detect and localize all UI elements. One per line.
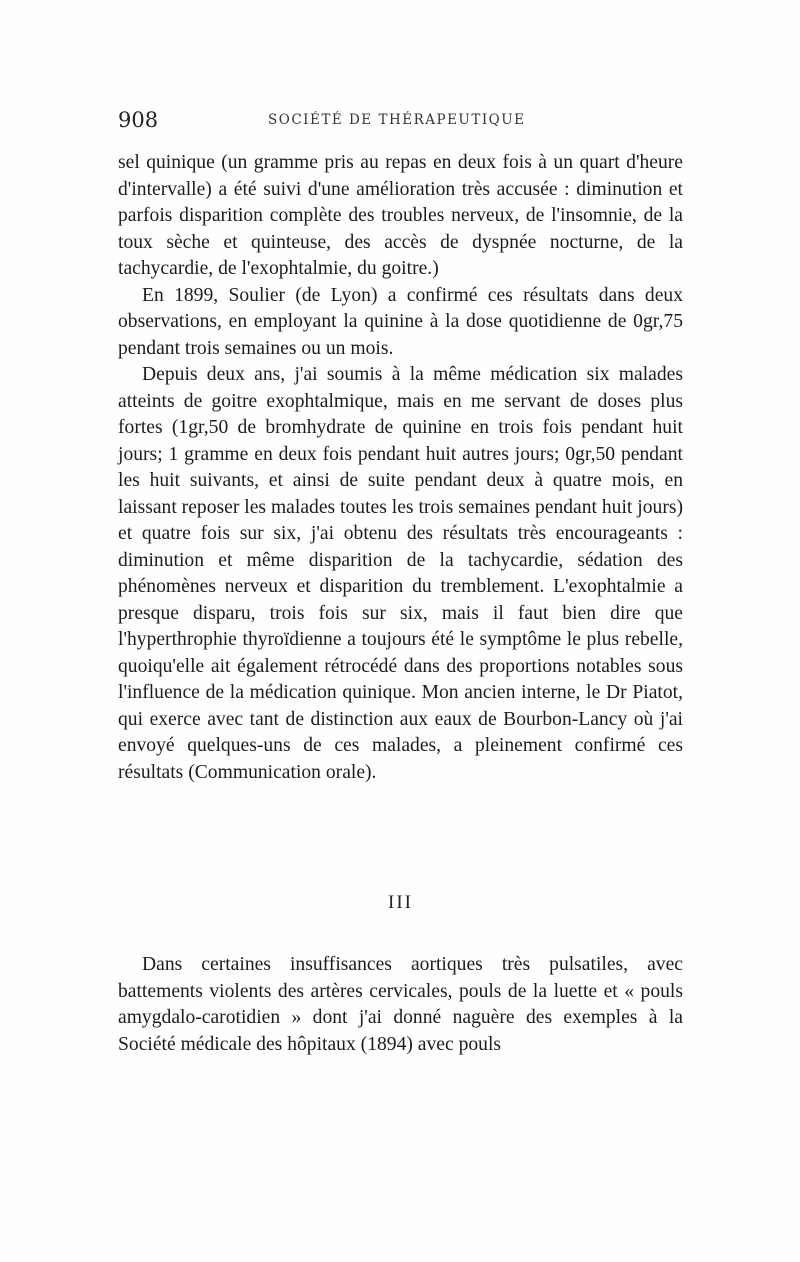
running-title: SOCIÉTÉ DE THÉRAPEUTIQUE <box>268 112 526 128</box>
paragraph-aortic: Dans certaines insuffisances aortiques très pulsatiles, avec battements violents des artères cervicales, pouls de la luette et « pouls amygdalo-carotidien » dont j'ai donné naguère des exemples à la Société médicale des hôpitaux (1894) avec pouls <box>118 954 683 1055</box>
paragraph-soulier: En 1899, Soulier (de Lyon) a confirmé ces résultats dans deux observations, en employant la quinine à la dose quotidienne de 0gr,75 pendant trois semaines ou un mois. <box>118 284 683 359</box>
main-text <box>118 150 683 786</box>
paragraph-medication: Depuis deux ans, j'ai soumis à la même médication six malades atteints de goitre exophtalmique, mais en me servant de doses plus fortes (1gr,50 de bromhydrate de quinine en trois fois pendant huit jours; 1 gramme en deux fois pendant huit autres jours; 0gr,50 pendant les huit suivants, et ainsi de suite pendant deux à quatre mois, en laissant reposer les malades toutes les trois semaines pendant huit jours) et quatre fois sur six, j'ai obtenu des résultats très encourageants : diminution et même disparition de la tachycardie, sédation des phénomènes nerveux et disparition du tremblement. L'exophtalmie a presque disparu, trois fois sur six, mais il faut bien dire que l'hyperthrophie thyroïdienne a toujours été le symptôme le plus rebelle, quoiqu'elle ait également rétrocédé dans des proportions notables sous l'influence de la médication quinique. Mon ancien interne, le Dr Piatot, qui exerce avec tant de distinction aux eaux de Bourbon-Lancy où j'ai envoyé quelques-uns de ces malades, a pleinement confirmé ces résultats (Communication orale). <box>118 364 683 783</box>
page-header <box>118 108 683 138</box>
page-number: 908 <box>118 108 159 132</box>
section-heading: III <box>388 892 413 913</box>
section-text <box>118 952 683 1058</box>
paragraph-continuation: sel quinique (un gramme pris au repas en deux fois à un quart d'heure d'intervalle) a été suivi d'une amélioration très accusée : diminution et parfois disparition complète des troubles nerveux, de l'insomnie, de la toux sèche et quinteuse, des accès de dyspnée nocturne, de la tachycardie, de l'exophtalmie, du goitre.) <box>118 152 683 279</box>
